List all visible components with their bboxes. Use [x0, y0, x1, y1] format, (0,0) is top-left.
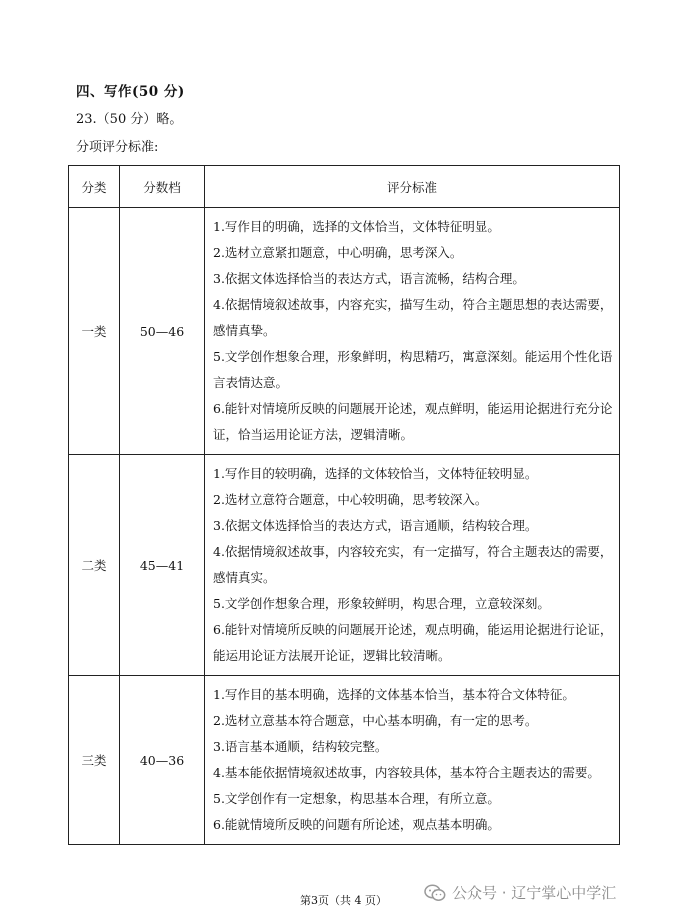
table-row	[69, 455, 620, 676]
criterion-item: 5.文学创作想象合理，形象鲜明，构思精巧，寓意深刻。能运用个性化语言表情达意。	[213, 349, 613, 390]
table-row	[69, 676, 620, 845]
category-cell: 二类	[69, 455, 120, 676]
criterion-item: 6.能针对情境所反映的问题展开论述，观点明确，能运用论据进行论证，能运用论证方法展开论证，逻辑比较清晰。	[213, 622, 613, 663]
score-range-cell: 40—36	[120, 676, 205, 845]
criterion-item: 3.语言基本通顺，结构较完整。	[213, 739, 388, 754]
header-score-range: 分数档	[120, 166, 205, 208]
criteria-cell	[205, 208, 620, 455]
criterion-item: 4.依据情境叙述故事，内容充实，描写生动，符合主题思想的表达需要，感情真挚。	[213, 297, 613, 338]
header-category: 分类	[69, 166, 120, 208]
criterion-item: 5.文学创作有一定想象，构思基本合理，有所立意。	[213, 791, 500, 806]
table-row	[69, 208, 620, 455]
criteria-cell	[205, 455, 620, 676]
header-criteria: 评分标准	[205, 166, 620, 208]
score-range-cell: 50—46	[120, 208, 205, 455]
criteria-intro: 分项评分标准:	[76, 140, 159, 155]
criterion-item: 6.能就情境所反映的问题有所论述，观点基本明确。	[213, 817, 500, 832]
criterion-item: 2.选材立意符合题意，中心较明确，思考较深入。	[213, 492, 488, 507]
scoring-table	[68, 165, 620, 845]
table-header-row	[69, 166, 620, 208]
category-cell: 一类	[69, 208, 120, 455]
watermark	[424, 882, 616, 903]
criteria-cell	[205, 676, 620, 845]
criterion-item: 2.选材立意基本符合题意，中心基本明确，有一定的思考。	[213, 713, 538, 728]
criterion-item: 2.选材立意紧扣题意，中心明确，思考深入。	[213, 245, 463, 260]
criterion-item: 3.依据文体选择恰当的表达方式，语言通顺，结构较合理。	[213, 518, 538, 533]
criterion-item: 6.能针对情境所反映的问题展开论述，观点鲜明，能运用论据进行充分论证，恰当运用论证方法，逻辑清晰。	[213, 401, 613, 442]
criterion-item: 5.文学创作想象合理，形象较鲜明，构思合理，立意较深刻。	[213, 596, 550, 611]
question-line: 23.（50 分）略。	[76, 112, 183, 127]
criterion-item: 1.写作目的基本明确，选择的文体基本恰当，基本符合文体特征。	[213, 687, 575, 702]
category-cell: 三类	[69, 676, 120, 845]
section-heading: 四、写作(50 分)	[76, 84, 185, 100]
criterion-item: 4.依据情境叙述故事，内容较充实，有一定描写，符合主题表达的需要，感情真实。	[213, 544, 613, 585]
criterion-item: 3.依据文体选择恰当的表达方式，语言流畅，结构合理。	[213, 271, 525, 286]
criterion-item: 1.写作目的较明确，选择的文体较恰当，文体特征较明显。	[213, 466, 538, 481]
wechat-icon	[424, 884, 446, 902]
criterion-item: 1.写作目的明确，选择的文体恰当，文体特征明显。	[213, 219, 500, 234]
page-footer: 第3页（共 4 页）	[300, 894, 387, 907]
watermark-text: 公众号 · 辽宁掌心中学汇	[452, 884, 617, 902]
score-range-cell: 45—41	[120, 455, 205, 676]
criterion-item: 4.基本能依据情境叙述故事，内容较具体，基本符合主题表达的需要。	[213, 765, 600, 780]
